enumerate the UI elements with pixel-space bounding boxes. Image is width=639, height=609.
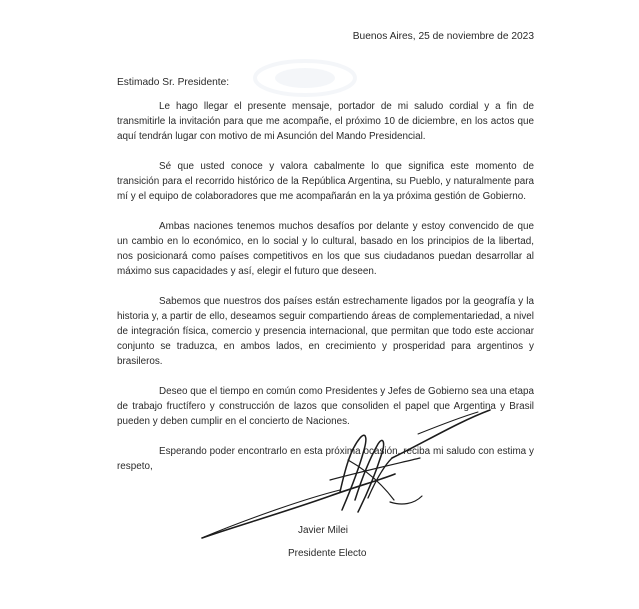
- watermark-emblem-icon: [250, 58, 360, 98]
- paragraph-invitation: Le hago llegar el presente mensaje, portador de mi saludo cordial y a fin de transmitirle la invitación para que me acompañe, el próximo 10 de diciembre, en los actos que aquí tendrán lugar con motivo de mi Asunción del Mando Presidencial.: [117, 101, 534, 142]
- paragraph-challenges: Ambas naciones tenemos muchos desafíos por delante y estoy convencido de que un cambio en lo económico, en lo social y lo cultural, basado en los principios de la libertad, nos posicionará como países competitivos en los que sus ciudadanos puedan desarrollar al máximo sus capacidades y así, elegir el futuro que deseen.: [117, 221, 534, 277]
- paragraph-bilateral-ties: Sabemos que nuestros dos países están estrechamente ligados por la geografía y la historia y, a partir de ello, deseamos seguir compartiendo áreas de complementariedad, a nivel de integración física, comercio y presencia internacional, que permitan que todo este accionar conjunto se traduzca, en ambos lados, en crecimiento y prosperidad para argentinos y brasileros.: [117, 296, 534, 367]
- paragraph-closing: Esperando poder encontrarlo en esta próxima ocasión, reciba mi saludo con estima y respeto,: [117, 446, 534, 472]
- paragraph-transition: Sé que usted conoce y valora cabalmente lo que significa este momento de transición para el recorrido histórico de la República Argentina, su Pueblo, y naturalmente para mí y el equipo de colaboradores que me acompañarán en la ya próxima gestión de Gobierno.: [117, 161, 534, 202]
- signer-name: Javier Milei: [298, 525, 349, 536]
- handwritten-signature: [190, 400, 530, 550]
- paragraph-common-time: Deseo que el tiempo en común como Presidentes y Jefes de Gobierno sea una etapa de trabajo fructífero y construcción de lazos que consoliden el papel que Argentina y Brasil pueden y deben cumplir en el concierto de Naciones.: [117, 386, 534, 427]
- letter-salutation: Estimado Sr. Presidente:: [117, 77, 230, 88]
- letter-date: Buenos Aires, 25 de noviembre de 2023: [352, 31, 534, 42]
- signer-title: Presidente Electo: [288, 548, 367, 559]
